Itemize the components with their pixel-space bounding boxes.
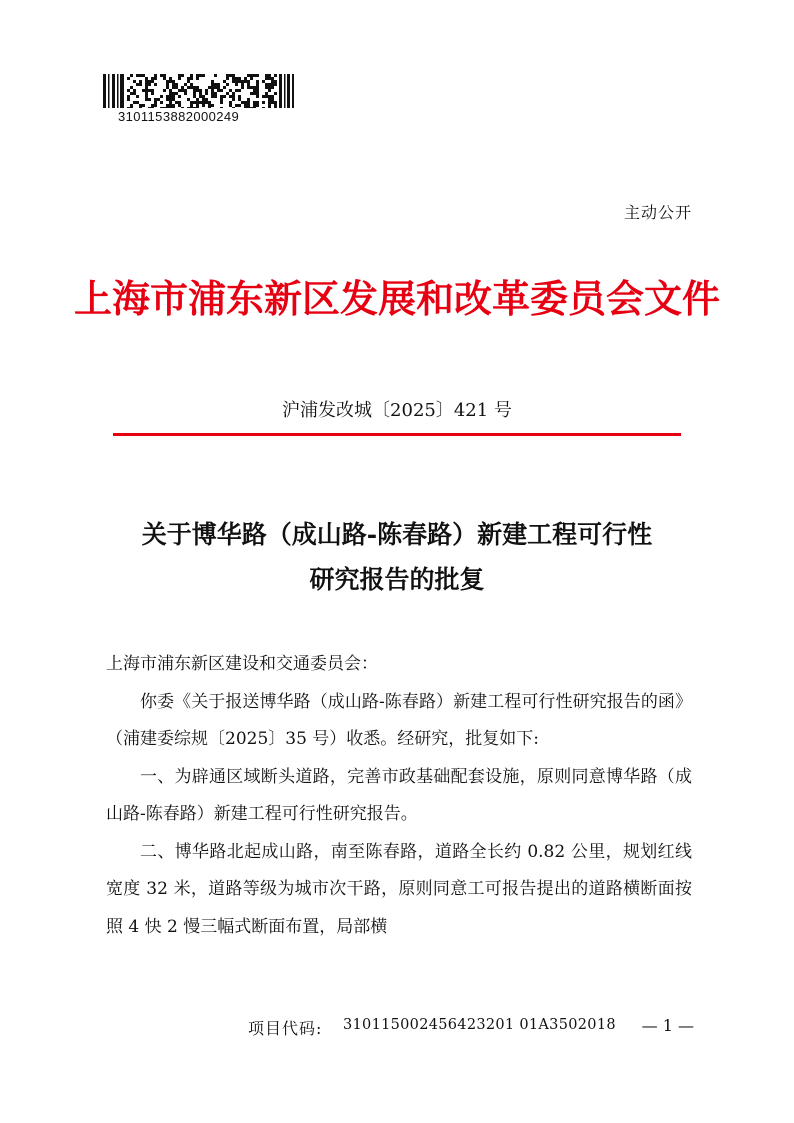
document-title-line1: 关于博华路（成山路-陈春路）新建工程可行性: [141, 520, 653, 549]
barcode-number: 3101153882000249: [118, 109, 240, 124]
paragraph: 你委《关于报送博华路（成山路-陈春路）新建工程可行性研究报告的函》（浦建委综规〔2025〕35 号）收悉。经研究，批复如下:: [106, 691, 692, 749]
page-number: — 1 —: [641, 1016, 694, 1035]
document-title: [100, 512, 694, 602]
document-body: [106, 646, 692, 946]
project-code-value: 310115002456423201 01A3502018: [343, 1017, 616, 1033]
agency-title: 上海市浦东新区发展和改革委员会文件: [73, 276, 720, 321]
paragraph: 二、博华路北起成山路，南至陈春路，道路全长约 0.82 公里，规划红线宽度 32 米，道路等级为城市次干路，原则同意工可报告提出的道路横断面按照 4 快 2 慢三幅式断面布置，局部横: [106, 841, 692, 937]
disclosure-label: 主动公开: [623, 203, 692, 222]
addressee: 上海市浦东新区建设和交通委员会：: [106, 654, 378, 674]
paragraph: 一、为辟通区域断头道路，完善市政基础配套设施，原则同意博华路（成山路-陈春路）新建工程可行性研究报告。: [106, 766, 692, 824]
document-title-line2: 研究报告的批复: [309, 565, 485, 594]
project-code-label: 项目代码:: [248, 1019, 323, 1038]
document-number: 沪浦发改城〔2025〕421 号: [282, 400, 512, 421]
red-divider: [113, 433, 681, 436]
barcode: [103, 74, 295, 108]
